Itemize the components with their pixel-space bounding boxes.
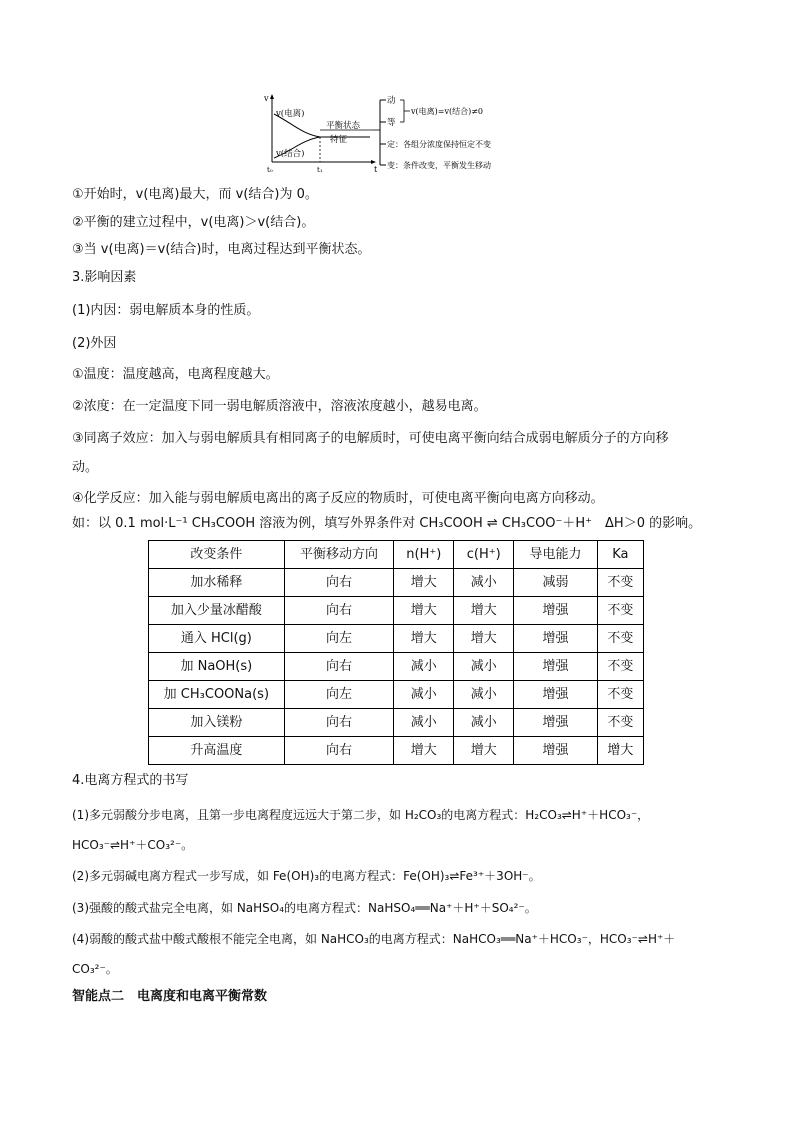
- heading-factors: 3.影响因素: [72, 270, 137, 285]
- table-cell: 减小: [454, 653, 514, 681]
- table-cell: 增大: [454, 625, 514, 653]
- factor-temperature: ①温度：温度越高，电离程度越大。: [72, 367, 279, 382]
- table-cell: 增强: [514, 709, 598, 737]
- table-cell: 向右: [284, 653, 394, 681]
- table-cell: 减小: [454, 569, 514, 597]
- table-header-cell: n(H⁺): [394, 541, 454, 569]
- table-row: [149, 709, 644, 737]
- rule-polyacid: (1)多元弱酸分步电离，且第一步电离程度远远大于第二步，如 H₂CO₃的电离方程式：H₂CO₃⇌H⁺＋HCO₃⁻，: [72, 808, 650, 822]
- feature-bian: 变：条件改变，平衡发生移动: [387, 161, 491, 170]
- table-cell: 增大: [394, 569, 454, 597]
- curve-ionize-label: v(电离): [276, 109, 305, 119]
- table-cell: 加入镁粉: [149, 709, 285, 737]
- equilibrium-diagram: [262, 92, 532, 176]
- rule-weak-acid-salt: (4)弱酸的酸式盐中酸式酸根不能完全电离，如 NaHCO₃的电离方程式：NaHCO₃══Na⁺＋HCO₃⁻，HCO₃⁻⇌H⁺＋: [72, 932, 676, 946]
- table-header-cell: 平衡移动方向: [284, 541, 394, 569]
- feature-deng-text: v(电离)=v(结合)≠0: [411, 107, 484, 116]
- table-cell: 向右: [284, 597, 394, 625]
- table-cell: 增大: [394, 597, 454, 625]
- table-cell: 减小: [394, 709, 454, 737]
- table-cell: 不变: [597, 681, 643, 709]
- table-cell: 减弱: [514, 569, 598, 597]
- external-factor: (2)外因: [72, 336, 117, 351]
- table-cell: 不变: [597, 625, 643, 653]
- table-cell: 增强: [514, 681, 598, 709]
- table-cell: 增强: [514, 625, 598, 653]
- influence-table: [148, 540, 644, 765]
- table-cell: 加 CH₃COONa(s): [149, 681, 285, 709]
- table-cell: 向右: [284, 709, 394, 737]
- factor-common-ion-cont: 动。: [72, 460, 99, 475]
- table-cell: 减小: [394, 681, 454, 709]
- table-cell: 减小: [454, 681, 514, 709]
- table-row: [149, 653, 644, 681]
- table-row: [149, 737, 644, 765]
- rule-polyacid-cont: HCO₃⁻⇌H⁺＋CO₃²⁻。: [72, 838, 194, 852]
- point-establish: ②平衡的建立过程中，v(电离)＞v(结合)。: [72, 215, 315, 230]
- table-cell: 增大: [394, 737, 454, 765]
- section-heading-ionization: 智能点二 电离度和电离平衡常数: [72, 989, 268, 1004]
- factor-concentration: ②浓度：在一定温度下同一弱电解质溶液中，溶液浓度越小，越易电离。: [72, 399, 487, 414]
- feature-ding: 定：各组分浓度保持恒定不变: [387, 140, 491, 149]
- table-cell: 不变: [597, 653, 643, 681]
- rule-polybase: (2)多元弱碱电离方程式一步写成，如 Fe(OH)₃的电离方程式：Fe(OH)₃⇌Fe³⁺＋3OH⁻。: [72, 869, 541, 883]
- y-axis-label: v: [264, 94, 269, 103]
- box-line1: 平衡状态: [326, 121, 361, 131]
- heading-equation: 4.电离方程式的书写: [72, 773, 189, 788]
- table-header-cell: 导电能力: [514, 541, 598, 569]
- table-cell: 升高温度: [149, 737, 285, 765]
- table-row: [149, 681, 644, 709]
- table-cell: 加 NaOH(s): [149, 653, 285, 681]
- factor-common-ion: ③同离子效应：加入与弱电解质具有相同离子的电解质时，可使电离平衡向结合成弱电解质分子的方向移: [72, 431, 669, 446]
- rule-weak-acid-salt-cont: CO₃²⁻。: [72, 962, 118, 976]
- table-header-row: [149, 541, 644, 569]
- table-cell: 向左: [284, 625, 394, 653]
- table-cell: 向右: [284, 737, 394, 765]
- table-cell: 向左: [284, 681, 394, 709]
- point-start: ①开始时，v(电离)最大，而 v(结合)为 0。: [72, 187, 318, 202]
- table-cell: 不变: [597, 569, 643, 597]
- table-cell: 增大: [454, 737, 514, 765]
- internal-factor: (1)内因：弱电解质本身的性质。: [72, 303, 260, 318]
- curve-combine-label: v(结合): [276, 149, 305, 159]
- feature-dong: 动: [387, 96, 396, 106]
- point-equilibrium: ③当 v(电离)＝v(结合)时，电离过程达到平衡状态。: [72, 242, 371, 257]
- table-cell: 向右: [284, 569, 394, 597]
- table-row: [149, 569, 644, 597]
- table-cell: 减小: [394, 653, 454, 681]
- factor-reaction: ④化学反应：加入能与弱电解质电离出的离子反应的物质时，可使电离平衡向电离方向移动。: [72, 491, 604, 506]
- rule-strong-acid-salt: (3)强酸的酸式盐完全电离，如 NaHSO₄的电离方程式：NaHSO₄══Na⁺＋H⁺＋SO₄²⁻。: [72, 901, 537, 915]
- feature-deng: 等: [387, 118, 396, 128]
- table-header-cell: c(H⁺): [454, 541, 514, 569]
- box-line2: 特征: [330, 135, 348, 145]
- table-cell: 不变: [597, 709, 643, 737]
- table-cell: 增强: [514, 653, 598, 681]
- table-cell: 增大: [394, 625, 454, 653]
- x-axis-label: t: [374, 165, 378, 174]
- table-cell: 不变: [597, 597, 643, 625]
- table-cell: 增强: [514, 737, 598, 765]
- table-cell: 增大: [597, 737, 643, 765]
- table-header-cell: Ka: [597, 541, 643, 569]
- table-row: [149, 597, 644, 625]
- table-cell: 增强: [514, 597, 598, 625]
- t0-label: t₀: [267, 166, 273, 174]
- t1-label: t₁: [317, 166, 323, 174]
- table-header-cell: 改变条件: [149, 541, 285, 569]
- table-cell: 加水稀释: [149, 569, 285, 597]
- table-cell: 减小: [454, 709, 514, 737]
- table-cell: 通入 HCl(g): [149, 625, 285, 653]
- table-row: [149, 625, 644, 653]
- table-cell: 加入少量冰醋酸: [149, 597, 285, 625]
- example-intro: 如：以 0.1 mol·L⁻¹ CH₃COOH 溶液为例，填写外界条件对 CH₃COOH ⇌ CH₃COO⁻＋H⁺ ΔH＞0 的影响。: [72, 516, 702, 531]
- table-cell: 增大: [454, 597, 514, 625]
